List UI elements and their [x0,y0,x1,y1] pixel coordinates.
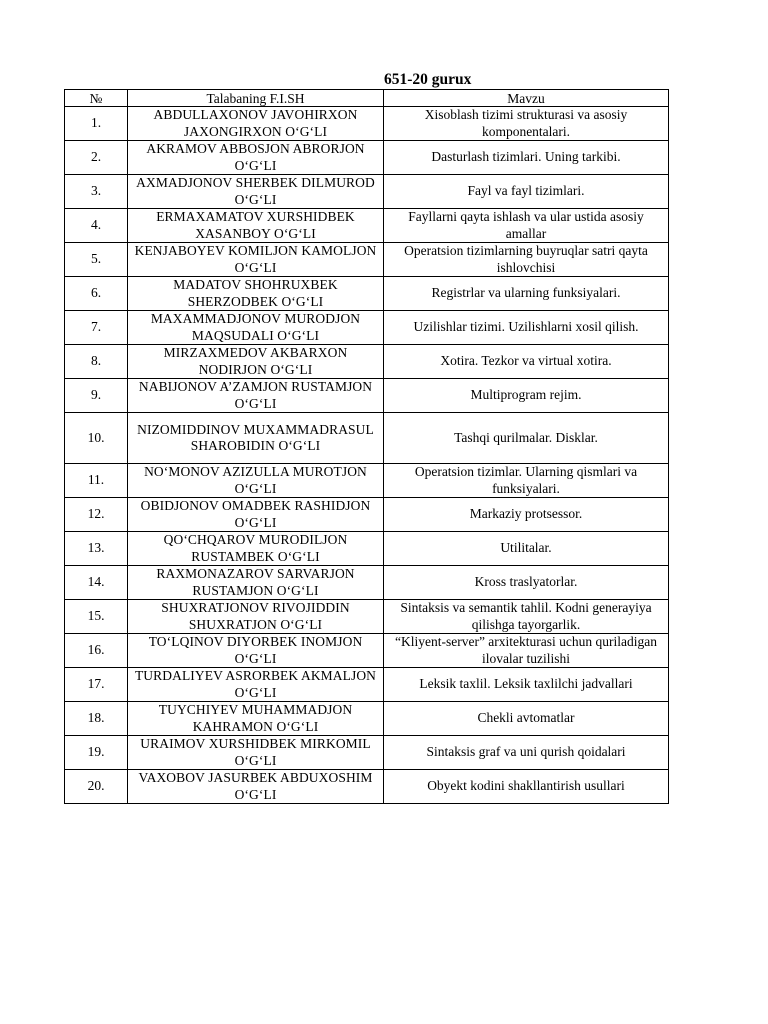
row-number: 13. [65,532,128,566]
topic: Xisoblash tizimi strukturasi va asosiy komponentalari. [384,107,669,141]
table-header [65,90,669,107]
student-name: OBIDJONOV OMADBEK RASHIDJON O‘G‘LI [128,498,384,532]
row-number: 4. [65,209,128,243]
table-row [65,311,669,345]
student-name: URAIMOV XURSHIDBEK MIRKOMIL O‘G‘LI [128,736,384,770]
row-number: 3. [65,175,128,209]
row-number: 14. [65,566,128,600]
row-number: 17. [65,668,128,702]
row-number: 5. [65,243,128,277]
table-row [65,141,669,175]
topic: Kross traslyatorlar. [384,566,669,600]
student-name: KENJABOYEV KOMILJON KAMOLJON O‘G‘LI [128,243,384,277]
row-number: 8. [65,345,128,379]
student-name: RAXMONAZAROV SARVARJON RUSTAMJON O‘G‘LI [128,566,384,600]
page-title: 651-20 gurux [384,71,472,88]
row-number: 11. [65,464,128,498]
topic: Utilitalar. [384,532,669,566]
topic: Uzilishlar tizimi. Uzilishlarni xosil qilish. [384,311,669,345]
student-name: MIRZAXMEDOV AKBARXON NODIRJON O‘G‘LI [128,345,384,379]
student-name: NABIJONOV A’ZAMJON RUSTAMJON O‘G‘LI [128,379,384,413]
student-name: ERMAXAMATOV XURSHIDBEK XASANBOY O‘G‘LI [128,209,384,243]
student-name: VAXOBOV JASURBEK ABDUXOSHIM O‘G‘LI [128,770,384,804]
table-row [65,668,669,702]
row-number: 2. [65,141,128,175]
row-number: 6. [65,277,128,311]
topic: Operatsion tizimlarning buyruqlar satri qayta ishlovchisi [384,243,669,277]
table-row [65,770,669,804]
topic: Fayl va fayl tizimlari. [384,175,669,209]
student-name: SHUXRATJONOV RIVOJIDDIN SHUXRATJON O‘G‘LI [128,600,384,634]
topic: Tashqi qurilmalar. Disklar. [384,413,669,464]
student-name: MAXAMMADJONOV MURODJON MAQSUDALI O‘G‘LI [128,311,384,345]
table-row [65,702,669,736]
table-row [65,566,669,600]
row-number: 15. [65,600,128,634]
student-name: AKRAMOV ABBOSJON ABRORJON O‘G‘LI [128,141,384,175]
table-row [65,345,669,379]
table-row [65,736,669,770]
topic: “Kliyent-server” arxitekturasi uchun quriladigan ilovalar tuzilishi [384,634,669,668]
header-topic: Mavzu [384,90,669,107]
row-number: 18. [65,702,128,736]
table-row [65,209,669,243]
topic: Markaziy protsessor. [384,498,669,532]
topic: Dasturlash tizimlari. Uning tarkibi. [384,141,669,175]
row-number: 1. [65,107,128,141]
table-row [65,107,669,141]
table-row [65,464,669,498]
table-row [65,600,669,634]
table-row [65,498,669,532]
row-number: 20. [65,770,128,804]
topic: Xotira. Tezkor va virtual xotira. [384,345,669,379]
student-name: NIZOMIDDINOV MUXAMMADRASUL SHAROBIDIN O‘G‘LI [128,413,384,464]
topic: Sintaksis graf va uni qurish qoidalari [384,736,669,770]
table-row [65,532,669,566]
student-name: TO‘LQINOV DIYORBEK INOMJON O‘G‘LI [128,634,384,668]
student-name: TURDALIYEV ASRORBEK AKMALJON O‘G‘LI [128,668,384,702]
student-name: QO‘CHQAROV MURODILJON RUSTAMBEK O‘G‘LI [128,532,384,566]
topic: Sintaksis va semantik tahlil. Kodni generayiya qilishga tayorgarlik. [384,600,669,634]
student-name: NO‘MONOV AZIZULLA MUROTJON O‘G‘LI [128,464,384,498]
student-topics-table [64,89,669,804]
header-number: № [65,90,128,107]
topic: Fayllarni qayta ishlash va ular ustida asosiy amallar [384,209,669,243]
row-number: 9. [65,379,128,413]
table-row [65,277,669,311]
row-number: 19. [65,736,128,770]
row-number: 12. [65,498,128,532]
table-row [65,413,669,464]
row-number: 16. [65,634,128,668]
table-row [65,175,669,209]
topic: Operatsion tizimlar. Ularning qismlari va funksiyalari. [384,464,669,498]
header-student-name: Talabaning F.I.SH [128,90,384,107]
student-name: AXMADJONOV SHERBEK DILMUROD O‘G‘LI [128,175,384,209]
student-name: MADATOV SHOHRUXBEK SHERZODBEK O‘G‘LI [128,277,384,311]
topic: Obyekt kodini shakllantirish usullari [384,770,669,804]
topic: Registrlar va ularning funksiyalari. [384,277,669,311]
table-row [65,634,669,668]
student-name: TUYCHIYEV MUHAMMADJON KAHRAMON O‘G‘LI [128,702,384,736]
table-body [65,107,669,804]
topic: Chekli avtomatlar [384,702,669,736]
table-row [65,379,669,413]
topic: Leksik taxlil. Leksik taxlilchi jadvallari [384,668,669,702]
header-row [65,90,669,107]
table-row [65,243,669,277]
student-name: ABDULLAXONOV JAVOHIRXON JAXONGIRXON O‘G‘LI [128,107,384,141]
row-number: 10. [65,413,128,464]
row-number: 7. [65,311,128,345]
topic: Multiprogram rejim. [384,379,669,413]
